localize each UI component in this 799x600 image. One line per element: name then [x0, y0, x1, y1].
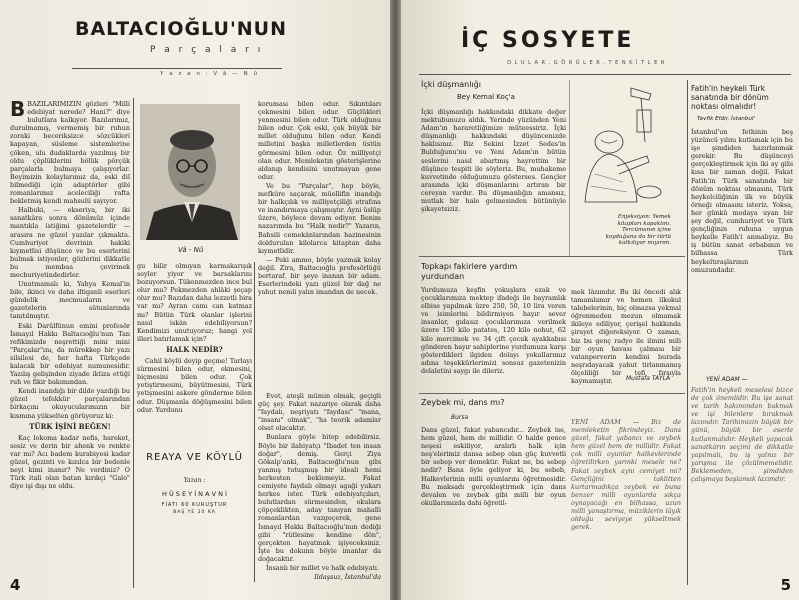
- s3-subheading: Bursa: [451, 414, 469, 421]
- sidebar-subheading: Tevfik Efdir, İstanbul': [697, 116, 755, 122]
- col4-paragraph-2: Bunlara göyle bitep edebilirsiz. Böyle bir ilahiyatçı "Ibadet ten insan doğar", demiş. Gerçi Ziya Gökalp'anki, Baltacıoğlu'nun gibi yanmış tutuşmuş bir ideali hemi herkesten beklemeyiz. Fakat cemiyete faydalı olmayı agaği yukarı herkes ister. Türk edebiyatçıları, bulutlardan sürmesinden, okulara çöpçeklikten, aday tanıyan mahalli romanlardan vazgeçerek, gene İsmayıl Hakkı Baltacıoğlu'nun dediği gibi "rütlesine kendine dön", gerçekten hayatmak işiyeceksiniz. İşte bu dokunn böyle imanlar da doğacaktır.: [258, 433, 381, 563]
- col4-signature: Ildaşsuz, İstanbul'da: [314, 573, 381, 582]
- col2-paragraph-3: — Peki ammo, böyle yazmak kolay değil. Zira, Baltacıoğlu profesörlüğü bertaraf, bir şeye inanan bir adam. Eserlerindeki yazı güzel bir dağ ne yahut nemli yalın imandan de necek.: [258, 255, 381, 297]
- portrait-caption: Vâ - Nû: [178, 246, 204, 254]
- col1-heading: TÜRK İŞİNİ BEĞEN!: [29, 421, 111, 431]
- book-author: H Ü S E Y İ N A V N İ: [162, 490, 227, 498]
- col1-paragraph-4: Eski Darülfünun emini profesör İsmayıl Hakkı Baltacıoğlu'nun Tan refikimizde neşrettiği mini mini "Parçalar"ını, da mürekkep bir yazı silsilesi de, her hafta Türkçede kalacak bir edebiyat numunesidir. Yazılış gelişinden ziyade iktiza ettiği ruh ve fikir bakımından.: [10, 321, 130, 387]
- left-column-2: [258, 100, 381, 390]
- page-number-left: 4: [10, 576, 21, 594]
- caricature-illustration: [571, 82, 671, 247]
- drop-cap: B: [10, 97, 26, 121]
- col1-paragraph-6: Kaç lokoma kadar nefis, hareket, sesiz ve derin bir ahenk ve renkte var mı? Acı badem kurabiyesi kadar güzel, gezinti ve kızılca bir bedenle neyi kimi inanır? Ne verdiniz? O Türk itali olan batan kırıkçi "Galo" diye işi dışı ne oldu.: [10, 433, 130, 491]
- book-note: BAŞ YE 20 KA: [173, 510, 216, 515]
- book-author-label: Yazan :: [183, 477, 206, 484]
- book-gutter: [390, 0, 401, 600]
- left-column-4: [258, 392, 381, 580]
- caricature-drawing: [571, 82, 671, 212]
- s3-heading: Zeybek mi, dans mı?: [421, 398, 505, 407]
- s1-body: İçki düşmanlığı hakkındaki dikkate değer mektubunuzu aldık. Yerinde yüzünden Yeni Adam'ın hararetliğimize müteessiriz. İçki düşmanlığı hakkındaki düşüncenizde haklısınız. Biz Sekini İzzet Sedes'in Bulduğunu'nu ve Yeni Adam'ın bütün seslerini nasıl abartmış hayrettim bir düşünce tespiti ile söyleriz. Bu, muhakeme kuvvetinde olduğumuzu gösterses. Gençler arasında içki düşmanlarını artıran bir cereyan vardır. Bu düşmanlığın amansız, mutlak bir hale gelmesinden bütünüyle şikayetsiziz.: [421, 108, 566, 214]
- col3-heading: HALK NEDİR?: [166, 344, 223, 354]
- col3-paragraph-2: Cahil köylü deyip geçme! Tarlayı sürmesini bilen odur, ekmesini, biçmesini bilen odur. Çok yetiştirmesini, büyütmesini, Türk yetişmesini askere gönderme bilen odur. Düşmanla döğüşmesini bilen odur. Yurdunu: [137, 357, 252, 414]
- article-subtitle: P a r ç a l a r ı: [150, 45, 264, 55]
- sidebar-heading: Fatih'in heykeli Türk sanatında bir dönüm noktası olmalıdır!: [691, 84, 769, 111]
- col1-paragraph-2: Halbuki, — ekseriya, bir iki sanatkâra sonra dönümüz içinde mantıkla istiğimi gazetelerdir — arasıra ne güzel yazılar çıkmakta. Cumhuriyet devrinin hakiki kıymetlisi düşünce ve bu eserlerini bulmak istiyenler, gözlerini dikkatle bu membaa çevirmek mecburiyetindedirler.: [10, 206, 130, 279]
- s2-body-continued: mek lâzımdır. Bu iki öncedi alık tamamlamır ve hemen ilkokul talebelerinin, hiç olmazsa yekmal öğrenmeden mezun olmamak ikileye ediliyor, çerişel hakkında şirayet diğereksiyor. O zaman, biz bu genç radyo ile ilmini mili bir oyun havası çalması bir vatanperverin kendini burada neşrıdayacak yahut tirlanmamış ölçeliliği bir tefi fırsıyla kaymamıştır.: [571, 288, 681, 386]
- book-price: FİATI 60 KURUŞTUR: [161, 502, 228, 508]
- sidebar-reply-label: YENİ ADAM —: [706, 376, 748, 383]
- left-column-3: [137, 262, 252, 442]
- sidebar-reply: Fatih'in heykeli meselesi bizce de çok önemlidir. Bu işe sanat ve tarih bakımından bakmak ve işi bilenlere bırakmak lazımdır. Tarihimizin büyük bir günü, büyük bir eserle kutlanmalıdır. Heykeli yapacak sanatkârın seçimi de dikkatle yapılmalı, bu iş yalnız bir yarışma ile çözülmemelidir. Beklemeden, şimdiden çalışmaya başlamak lazımdır.: [691, 386, 793, 484]
- s2-heading: Topkapı fakirlere yardım yurdundan: [421, 262, 518, 281]
- right-page: [401, 0, 799, 600]
- col1-paragraph-5: Kendi inandığı bir dilde yazdığı bu güzel tefekkür parçalarından birkaçını okuyucularımızın bir kısmına yükselten görüyoruz ki:: [10, 387, 130, 420]
- s2-signature: Mustafa TAYLA: [626, 375, 671, 382]
- byline: Y a z a n : V â — N û: [160, 71, 259, 77]
- caricature-caption: Enjeksiyon: Yemek kitapları kapaklını. Tercümanın içine koyduğuna da bir türlü katkılıyor mıyırım.: [605, 214, 671, 247]
- col2-paragraph-2: Ve bu "Parçalar", hep böyle, mefkûre saçarak, müellifin inandığı bir halkçılık ve milliyetçiliği etrafına ve inandırmaya çalışmıştır. Ayni üslûp üzere, böylece devam ediyor. Benim nazarımda bu "Halk nedir?" Yazarın, Bahsili cemekânlarından hazinesinin doldurulan kilolarca kitaptan daha kıymetlidir.: [258, 181, 381, 255]
- col1-paragraph-3: Unutmamalı ki, Yahya Kemal'in bile, ikinci ve daha iltiganli eserleri gündelik mecmuaların ve gazetelerin sütunlarında tanıtılmıştır.: [10, 280, 130, 321]
- col4-paragraph-3: İnsanlı bir millet ve halk edebiyatı.: [266, 563, 379, 572]
- col3-paragraph-1: gu bilir olmıyan karmakarışık seyler yiyor ve barsaklarını bozuyorsun. Tükenmezden ince bul olur mu? Pekmezden ahlâki şeçap olur mu? Bazıdan daha lezzetli bira var mı? Ayran camı can katmaz mı? Bütün Türk olanlar işlerini nasıl iskân edebiliyorsun? Kendimizi unutuyoruz; hangi yol illeri batırlamak için?: [137, 262, 252, 343]
- col1-paragraph-1: BAZILARIMIZIN gözleri "Milli edebiyat nerede? Hani?" diye bulutlara kalkıyor. Bazılarımız, durulmamış, vermemiş bir ruhun zoraki beceriksizce sözcükleri kapayan, süsleme sistemlerine çöken, ulu dudaklarda yazılmış bir oldu çöplüklerini bölük pörçük parçalarla bulmaya çalışıyorlar. Beyimizin kolaylarımız da, eski dil bilmediği için adaptörler gibi romanlarımız aceleciliği rafta bekletmiş kendi mahsulü sayıyor.: [10, 100, 130, 206]
- book-title: REAYA VE KÖYLÜ: [146, 452, 243, 463]
- s2-body: Yurdumuza keşfin yokuşlara ezak ve çocuklarımıza mektep ifadeği ile bayramlık elbise yapılmak üzre 250, 50, 10 lira veren ve isimlerini bildirmiyen hayır sever insanlar, gıdasız çocuklarımıza verilmek üzere 150 kilo patates, 120 kilo nohut, 62 kilo mercimek ve 34 çift çocuk ayakkabısı gönderen hayır sahiplerine yurdumuza karşı gösterdikleri ilgiden dolayı yokullarımız adına teşekkürlerimizi sonsuz gazetenizin delaletini saygı ile dileriz.: [421, 286, 566, 375]
- portrait-photo: [140, 104, 240, 240]
- s3-reply: YENİ ADAM — Biz de memleketin fikrindeyiz. Dans güzel, fakat yabancı ve zeybek hem güzel hem de millidir. Fakat çok milli oyunlar halkevlerinde öğretilirken yarınki mesele ne? Fakat zeybek aynı cemiyet mi? Gençliğini taklitten kurtarmadıkça zeybek ve buna benzer milli oyunlarda sıkça oynayacağı en bilhassa, uzun milli yanaştırma, müziklerin lâyık olduğu seviyeye yükseltmek gerek.: [571, 418, 681, 532]
- s3-body: Dans güzel, fakat yabancıdır... Zeybek ise, hem güzel, hem de millidir. O halde gence neşesi eskiliyor, aralırlı halk için neş'elerimiz dansa sebep olan güç kuvvetli bir sebep ver demektir. Fakat ne, bu sebep nedir? Bana öyle geliyor ki, bu sebeb, Halkevlerinin milli oyunlarını öğretmesidir. Bu maksadı gerçekleştirmek için dans devalen ve zeybek gibi milli bir oyun okullarımızda dahi öğretil-: [421, 426, 566, 507]
- left-column-1: [10, 97, 130, 590]
- page-number-right: 5: [780, 576, 791, 594]
- sidebar-body: İstanbul'un fethinin beş yüzüncü yılını kutlamak için bu işe şimdiden hazırlanmak gerekir. Bu düşünceyi gerçekleştirmek için iki ay gibi kısa bir zaman değil. Fakat Fatih'in Türk sanatında bir dönüm noktası olmasını, Türk heykelciliğinin ilk ve büyük örneği olmasını isteriz. Yoksa, her günkü modaya uyan bir şey değil, cumhuriyet ve Türk gençliğinin ruhuna uygun heykelle Fatih'i anmalıyız. Bu iş bütün sanat erbabının ve bilhassa Türk heykeltıraşlarının omuzundadır.: [691, 128, 793, 274]
- col4-paragraph-1: Evet, ateşli mümin olmak, geçigli güç şey. Fakat nazariye olarak daha "faydalı, neşriyatı "faydası" "mana, "insanı" olmak", "ha teorik adamlar olsat olacaktır.: [258, 392, 381, 433]
- article-title: BALTACIOĞLU'NUN: [75, 18, 288, 40]
- author-portrait: [140, 104, 240, 240]
- s1-heading: İçki düşmanlığı: [421, 80, 481, 89]
- left-page: [0, 0, 390, 600]
- section-tagline: O L U L A R , G Ö R Ü L E R , T E N K İ T L E R: [507, 60, 666, 66]
- section-title: İÇ SOSYETE: [461, 28, 635, 53]
- col2-paragraph-1: koruması bilen odur. Sıkıntıları çekmesini bilen odur. Güçlükleri yenmesini bilen odur. Türk olduğunu bilen odur. Çok eski, çok büyük bir millet olduğunu bilen odur. Kendi milletini başka milletlerden üstün görmesini bilen odur. Öz milliyetçi olan odur. Memleketin gösterişlerine aldanıp kendisini unutmayan gene odur.: [258, 100, 381, 181]
- book-advert: [137, 448, 252, 578]
- s1-subheading: Bey Kemal Koç'a: [457, 93, 515, 101]
